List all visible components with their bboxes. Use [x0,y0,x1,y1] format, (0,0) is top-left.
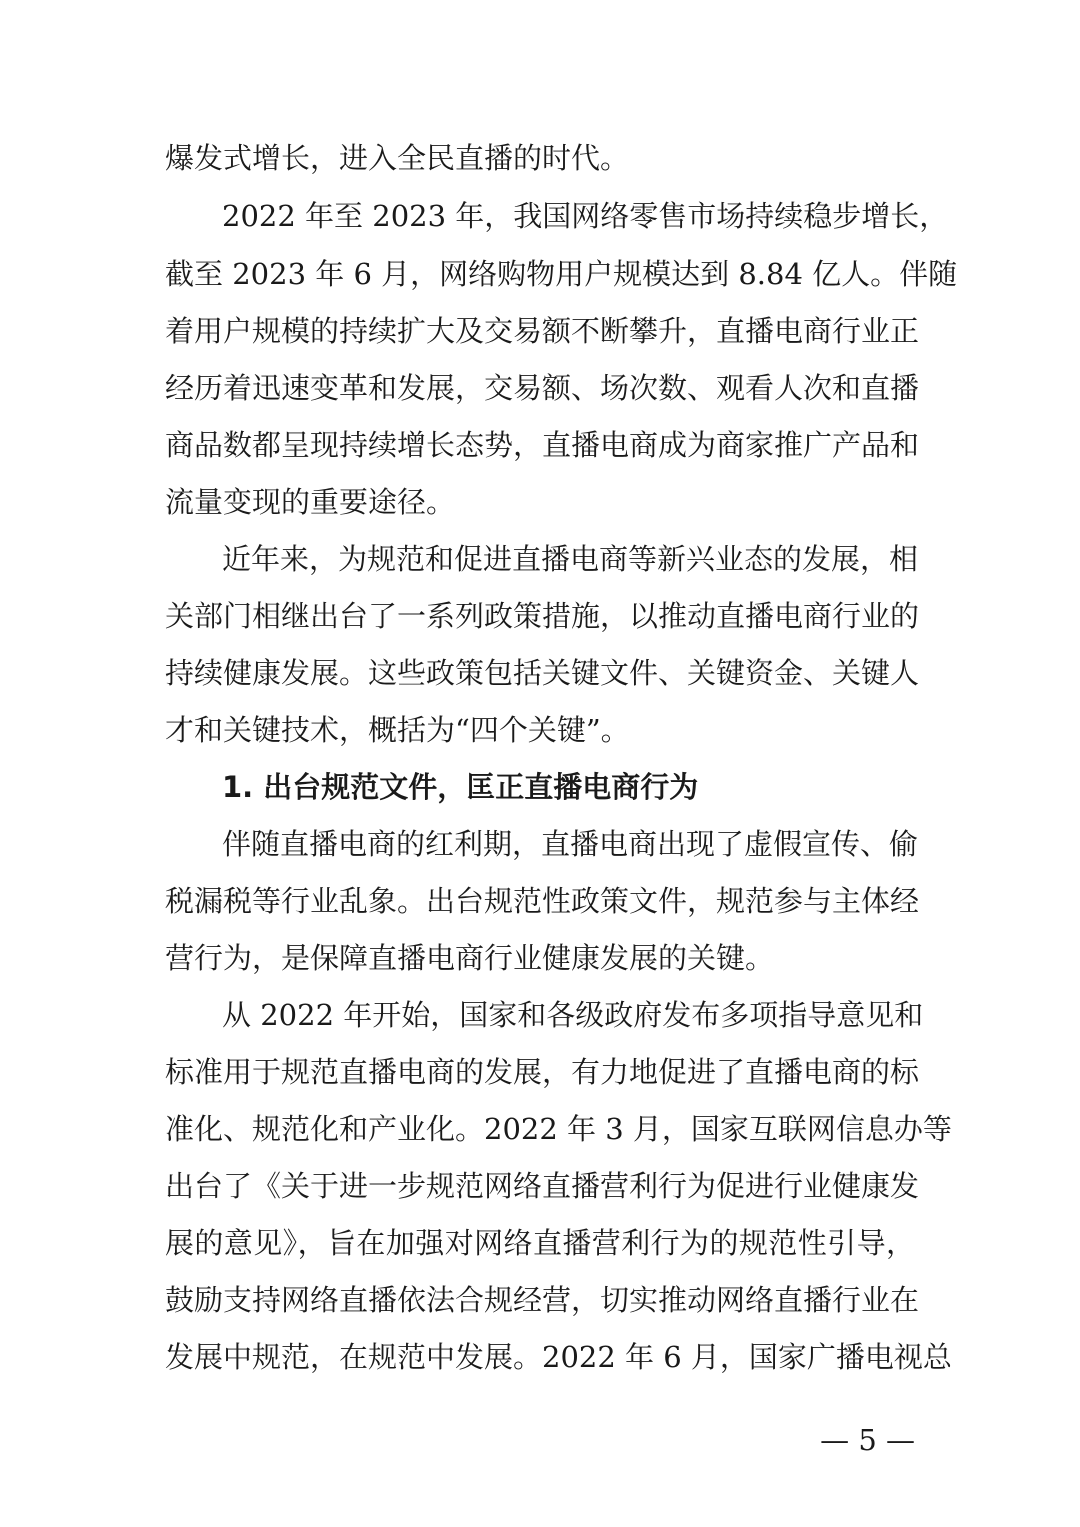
paragraph-line: 鼓励支持网络直播依法合规经营，切实推动网络直播行业在 [165,1283,920,1317]
paragraph-line: 近年来，为规范和促进直播电商等新兴业态的发展，相 [222,542,919,576]
paragraph-line: 爆发式增长，进入全民直播的时代。 [165,141,630,175]
paragraph-line: 着用户规模的持续扩大及交易额不断攀升，直播电商行业正 [165,314,920,348]
paragraph-line: 营行为，是保障直播电商行业健康发展的关键。 [165,941,775,975]
paragraph-line: 税漏税等行业乱象。出台规范性政策文件，规范参与主体经 [165,884,920,918]
paragraph-line: 经历着迅速变革和发展，交易额、场次数、观看人次和直播 [165,371,920,405]
paragraph-line: 标准用于规范直播电商的发展，有力地促进了直播电商的标 [165,1055,920,1089]
paragraph-line: 才和关键技术，概括为“四个关键”。 [165,713,630,747]
paragraph-line: 出台了《关于进一步规范网络直播营利行为促进行业健康发 [165,1169,920,1203]
paragraph-line: 展的意见》，旨在加强对网络直播营利行为的规范性引导， [165,1226,915,1260]
paragraph-line: 伴随直播电商的红利期，直播电商出现了虚假宣传、偷 [222,827,919,861]
paragraph-line: 准化、规范化和产业化。2022 年 3 月，国家互联网信息办等 [165,1112,952,1146]
page-number: — 5 — [820,1423,915,1457]
paragraph-line: 商品数都呈现持续增长态势，直播电商成为商家推广产品和 [165,428,920,462]
paragraph-line: 关部门相继出台了一系列政策措施，以推动直播电商行业的 [165,599,920,633]
paragraph-line: 从 2022 年开始，国家和各级政府发布多项指导意见和 [222,998,924,1032]
section-heading: 1. 出台规范文件，匡正直播电商行为 [222,770,699,804]
paragraph-line: 发展中规范，在规范中发展。2022 年 6 月，国家广播电视总 [165,1340,952,1374]
paragraph-line: 持续健康发展。这些政策包括关键文件、关键资金、关键人 [165,656,920,690]
paragraph-line: 截至 2023 年 6 月，网络购物用户规模达到 8.84 亿人。伴随 [165,257,958,291]
paragraph-line: 流量变现的重要途径。 [165,485,456,519]
paragraph-line: 2022 年至 2023 年，我国网络零售市场持续稳步增长， [222,199,949,233]
